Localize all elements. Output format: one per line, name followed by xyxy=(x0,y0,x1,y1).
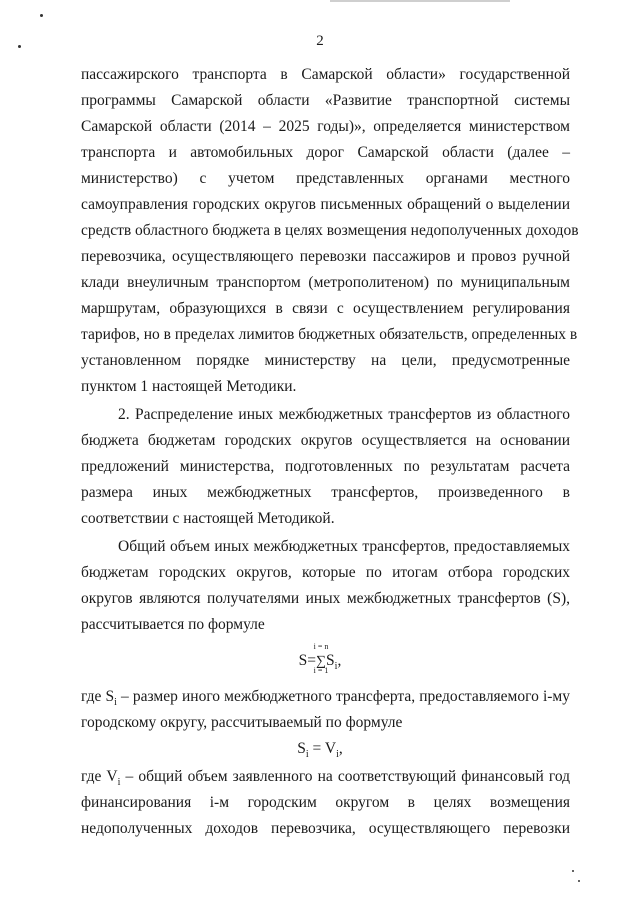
text-line xyxy=(81,688,570,712)
formula-term-subscript: i xyxy=(334,661,338,673)
scan-dot xyxy=(572,870,574,872)
text-line: установленном порядке министерству на цели, предусмотренные xyxy=(81,352,570,369)
sum-lower-limit: i = 1 xyxy=(313,666,329,675)
text-line: тарифов, но в пределах лимитов бюджетных обязательств, определенных в xyxy=(81,326,578,343)
text-line: предложений министерства, подготовленных по результатам расчета xyxy=(81,458,570,475)
formula-rhs: V xyxy=(324,740,337,757)
formula-lhs: S xyxy=(298,652,308,669)
text-line: пассажирского транспорта в Самарской области» государственной xyxy=(81,66,570,83)
formula-lhs: S xyxy=(297,740,306,757)
formula-total-sum xyxy=(0,642,640,676)
text-part: где V xyxy=(81,768,118,785)
text-line xyxy=(81,768,570,792)
text-line: пунктом 1 настоящей Методики. xyxy=(81,378,297,395)
text-line: клади внеуличным транспортом (метрополитеном) по муниципальным xyxy=(81,274,570,291)
top-edge-mark xyxy=(330,0,510,2)
text-line: округов являются получателями иных межбюджетных трансфертов (S), xyxy=(81,590,570,607)
scan-dot xyxy=(578,880,580,882)
formula-term: S xyxy=(326,652,335,669)
formula-si xyxy=(0,740,640,764)
text-line: перевозчика, осуществляющего перевозки пассажиров и провоз ручной xyxy=(81,248,570,265)
text-line: транспорта и автомобильных дорог Самарской области (далее – xyxy=(81,144,570,161)
text-line: Общий объем иных межбюджетных трансфертов, предоставляемых xyxy=(118,538,570,555)
sum-sign: ∑ xyxy=(316,654,327,669)
formula-rhs-subscript: i xyxy=(336,749,339,761)
text-line: финансирования i-м городским округом в целях возмещения xyxy=(81,794,570,811)
formula-equals: = xyxy=(308,740,325,757)
formula-tail: , xyxy=(337,652,342,669)
text-line: рассчитывается по формуле xyxy=(81,616,265,633)
text-line: бюджета бюджетам городских округов осуществляется на основании xyxy=(81,432,570,449)
formula-lhs-subscript: i xyxy=(305,749,309,761)
text-line: бюджетам городских округов, которые по итогам отбора городских xyxy=(81,564,570,581)
text-line: Самарской области (2014 – 2025 годы)», определяется министерством xyxy=(81,118,570,135)
text-line: соответствии с настоящей Методикой. xyxy=(81,510,335,527)
text-line: самоуправления городских округов письменных обращений о выделении xyxy=(81,196,570,213)
text-part: – размер иного межбюджетного трансферта, предоставляемого i-му xyxy=(116,688,570,705)
page-number: 2 xyxy=(316,33,324,49)
text-line: городскому округу, рассчитываемый по формуле xyxy=(81,714,403,731)
formula-tail: , xyxy=(338,740,343,757)
text-line: министерство) с учетом представленных органами местного xyxy=(81,170,570,187)
summation xyxy=(313,642,329,675)
sum-upper-limit: i = n xyxy=(313,642,329,651)
text-line: недополученных доходов перевозчика, осуществляющего перевозки xyxy=(81,820,570,837)
subscript: i xyxy=(114,697,117,709)
text-line: маршрутам, образующихся в связи с осуществлением регулирования xyxy=(81,300,570,317)
text-line: средств областного бюджета в целях возмещения недополученных доходов xyxy=(81,222,579,239)
subscript: i xyxy=(117,777,121,789)
text-part: – общий объем заявленного на соответствующий финансовый год xyxy=(120,768,571,785)
text-part: где S xyxy=(81,688,115,705)
text-line: 2. Распределение иных межбюджетных трансфертов из областного xyxy=(118,406,570,423)
text-line: программы Самарской области «Развитие транспортной системы xyxy=(81,92,570,109)
scan-dot xyxy=(40,14,43,17)
formula-equals: = xyxy=(307,652,317,669)
text-line: размера иных межбюджетных трансфертов, произведенного в xyxy=(81,484,570,501)
